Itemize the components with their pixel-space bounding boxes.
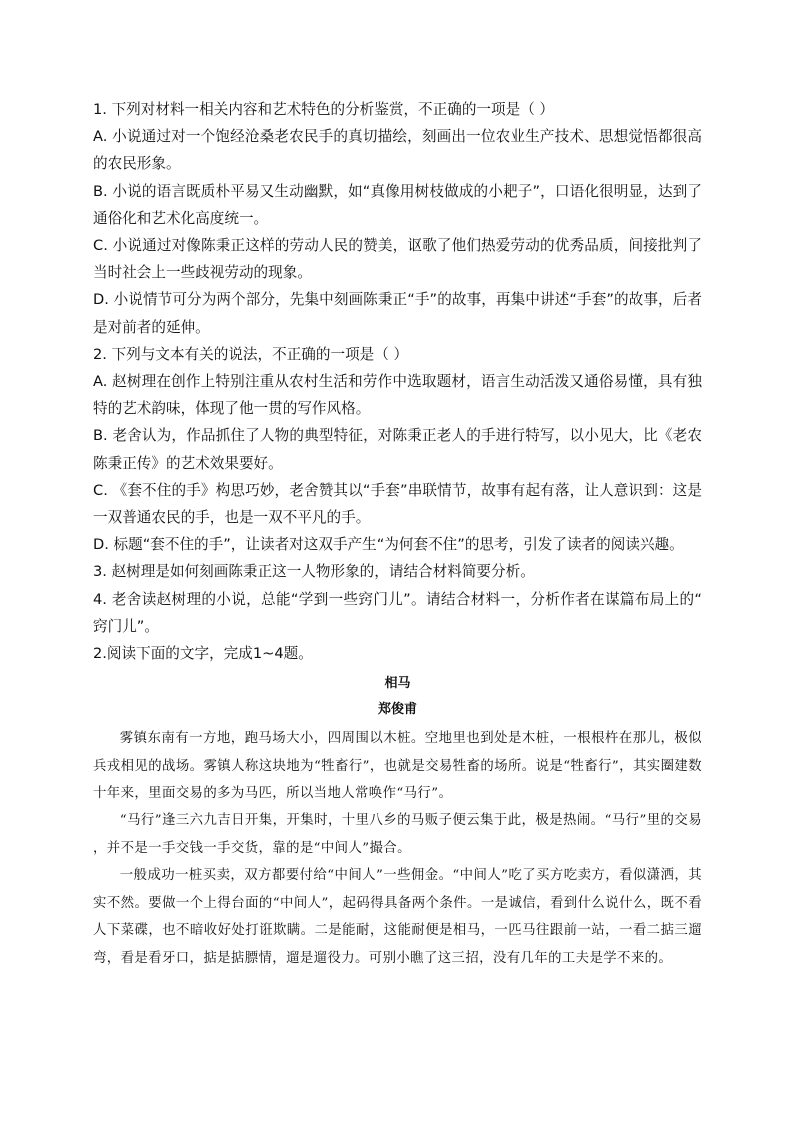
section-instruction: 2.阅读下面的文字，完成1~4题。 — [93, 645, 313, 663]
question-2-option-b: B. 老舍认为，作品抓住了人物的典型特征，对陈秉正老人的手进行特写，以小见大，比《老农陈秉正传》的艺术效果要好。 — [93, 427, 702, 472]
question-1-option-a: A. 小说通过对一个饱经沧桑老农民手的真切描绘，刻画出一位农业生产技术、思想觉悟都很高的农民形象。 — [93, 128, 702, 173]
question-2-option-d: D. 标题“套不住的手”，让读者对这双手产生“为何套不住”的思考，引发了读者的阅读兴趣。 — [93, 536, 684, 554]
question-2-stem: 2. 下列与文本有关的说法，不正确的一项是（ ） — [93, 345, 409, 363]
question-3: 3. 赵树理是如何刻画陈秉正这一人物形象的，请结合材料简要分析。 — [93, 563, 535, 581]
article-section — [93, 671, 702, 972]
article-paragraph-1: 雾镇东南有一方地，跑马场大小，四周围以木桩。空地里也到处是木桩，一根根杵在那儿，极似兵戎相见的战场。雾镇人称这块地为“牲畜行”，也就是交易牲畜的场所。说是“牲畜行”，其实圈建数十年来，里面交易的多为马匹，所以当地人常唤作“马行”。 — [93, 731, 702, 802]
article-paragraph-2: “马行”逢三六九吉日开集，开集时，十里八乡的马贩子便云集于此，极是热闹。“马行”里的交易，并不是一手交钱一手交货，靠的是“中间人”撮合。 — [93, 813, 702, 856]
questions-section — [93, 96, 702, 667]
article-author: 郑俊甫 — [377, 702, 417, 718]
question-1-stem: 1. 下列对材料一相关内容和艺术特色的分析鉴赏，不正确的一项是（ ） — [93, 101, 555, 118]
question-2-option-a: A. 赵树理在创作上特别注重从农村生活和劳作中选取题材，语言生动活泼又通俗易懂，具有独特的艺术韵味，体现了他一贯的写作风格。 — [93, 373, 702, 418]
question-2-option-c: C. 《套不住的手》构思巧妙，老舍赞其以“手套”串联情节，故事有起有落，让人意识到：这是一双普通农民的手，也是一双不平凡的手。 — [93, 481, 702, 527]
question-4: 4. 老舍读赵树理的小说，总能“学到一些窍门儿”。请结合材料一，分析作者在谋篇布局上的“窍门儿”。 — [93, 590, 702, 635]
article-paragraph-3: 一般成功一桩买卖，双方都要付给“中间人”一些佣金。“中间人”吃了买方吃卖方，看似潇洒，其实不然。要做一个上得台面的“中间人”，起码得具备两个条件。一是诚信，看到什么说什么，既不看人下菜碟，也不暗收好处打诳欺瞒。二是能耐，这能耐便是相马，一匹马往跟前一站，一看二掂三遛弯，看是看牙口，掂是掂膘情，遛是遛役力。可别小瞧了这三招，没有几年的工夫是学不来的。 — [93, 868, 702, 966]
question-1-option-c: C. 小说通过对像陈秉正这样的劳动人民的赞美，讴歌了他们热爱劳动的优秀品质，间接批判了当时社会上一些歧视劳动的现象。 — [93, 237, 702, 282]
question-1-option-b: B. 小说的语言既质朴平易又生动幽默，如“真像用树枝做成的小耙子”，口语化很明显，达到了通俗化和艺术化高度统一。 — [93, 182, 702, 227]
question-1-option-d: D. 小说情节可分为两个部分，先集中刻画陈秉正“手”的故事，再集中讲述“手套”的故事，后者是对前者的延伸。 — [93, 291, 702, 336]
article-title: 相马 — [384, 676, 411, 692]
